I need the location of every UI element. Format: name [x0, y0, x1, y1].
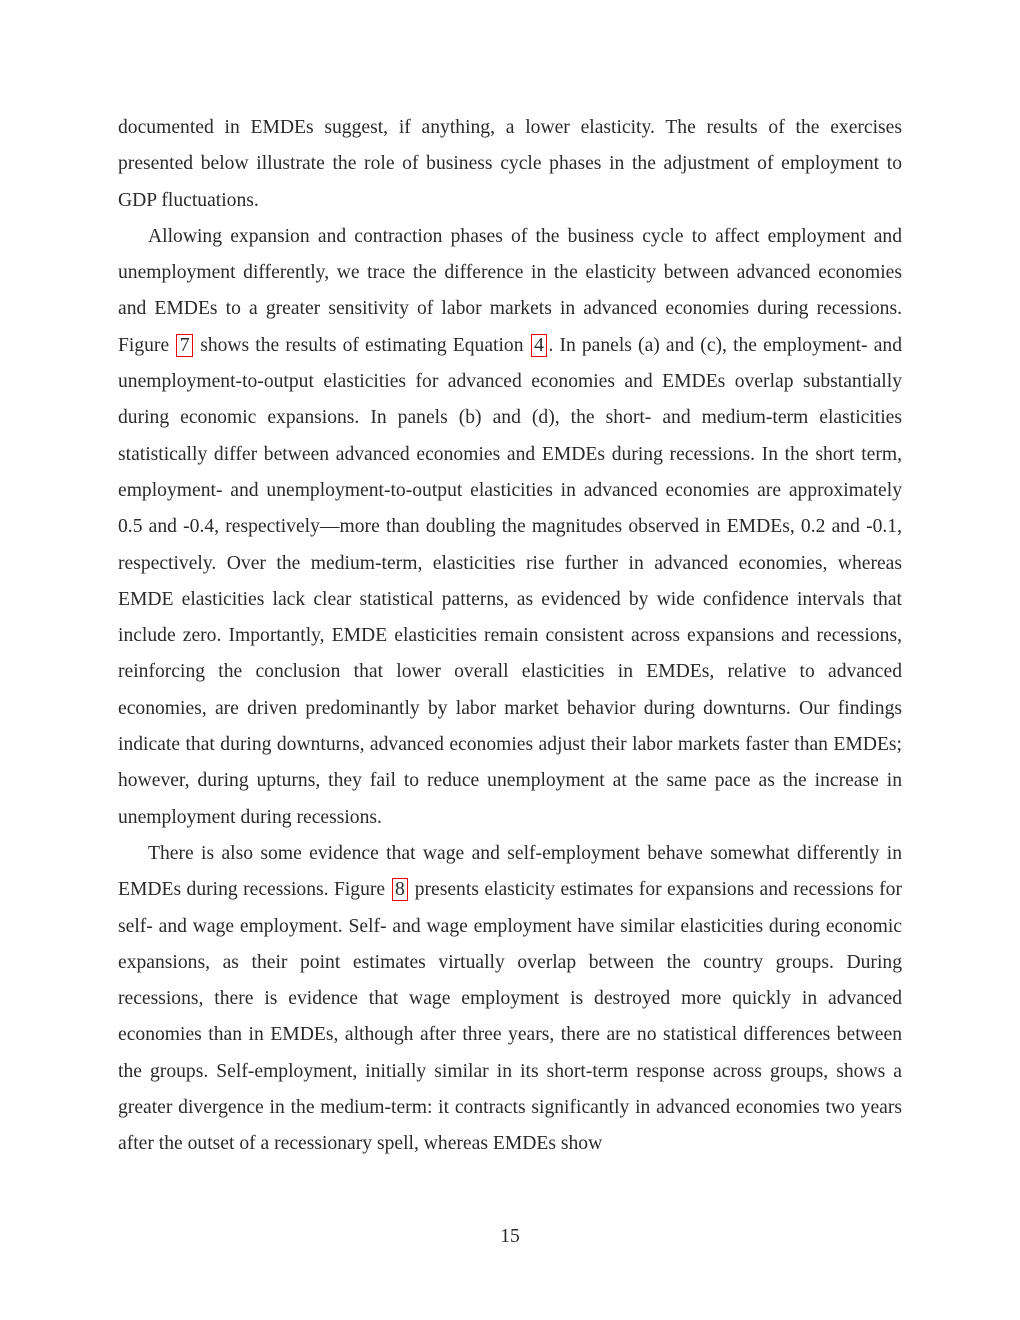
page-body [118, 110, 902, 1163]
text-run: documented in EMDEs suggest, if anything, a lower elasticity. The results of the exercises presented below illustrate the role of business cycle phases in the adjustment of employment to GDP fluctuations. [118, 117, 902, 211]
text-run: Allowing expansion and contraction phases of the business cycle to affect employment and unemployment differently, we trace the difference in the elasticity between advanced economies and EMDEs to a greater sensitivity of labor markets in advanced economies during recessions. Figure [118, 225, 902, 356]
page-number: 15 [500, 1226, 520, 1247]
paragraph [118, 836, 902, 1163]
figure-ref-link[interactable]: 8 [392, 878, 409, 901]
paragraph [118, 110, 902, 219]
figure-ref-link[interactable]: 7 [176, 334, 193, 357]
equation-ref-link[interactable]: 4 [531, 334, 548, 357]
text-run: presents elasticity estimates for expansions and recessions for self- and wage employment. Self- and wage employment have similar elasticities during economic expansions, as their point estimates virtually overlap between the country groups. During recessions, there is evidence that wage employment is destroyed more quickly in advanced economies than in EMDEs, although after three years, there are no statistical differences between the groups. Self-employment, initially similar in its short-term response across groups, shows a greater divergence in the medium-term: it contracts significantly in advanced economies two years after the outset of a recessionary spell, whereas EMDEs show [118, 879, 903, 1155]
text-run: There is also some evidence that wage and self-employment behave somewhat differently in EMDEs during recessions. Figure [118, 842, 902, 901]
text-run: . In panels (a) and (c), the employment- and unemployment-to-output elasticities for advanced economies and EMDEs overlap substantially during economic expansions. In panels (b) and (d), the short- and medium-term elasticities statistically differ between advanced economies and EMDEs during recessions. In the short term, employment- and unemployment-to-output elasticities in advanced economies are approximately 0.5 and -0.4, respectively—more than doubling the magnitudes observed in EMDEs, 0.2 and -0.1, respectively. Over the medium-term, elasticities rise further in advanced economies, whereas EMDE elasticities lack clear statistical patterns, as evidenced by wide confidence intervals that include zero. Importantly, EMDE elasticities remain consistent across expansions and recessions, reinforcing the conclusion that lower overall elasticities in EMDEs, relative to advanced economies, are driven predominantly by labor market behavior during downturns. Our findings indicate that during downturns, advanced economies adjust their labor markets faster than EMDEs; however, during upturns, they fail to reduce unemployment at the same pace as the increase in unemployment during recessions. [118, 334, 902, 828]
text-run: shows the results of estimating Equation [194, 334, 530, 356]
paragraph [118, 219, 902, 836]
